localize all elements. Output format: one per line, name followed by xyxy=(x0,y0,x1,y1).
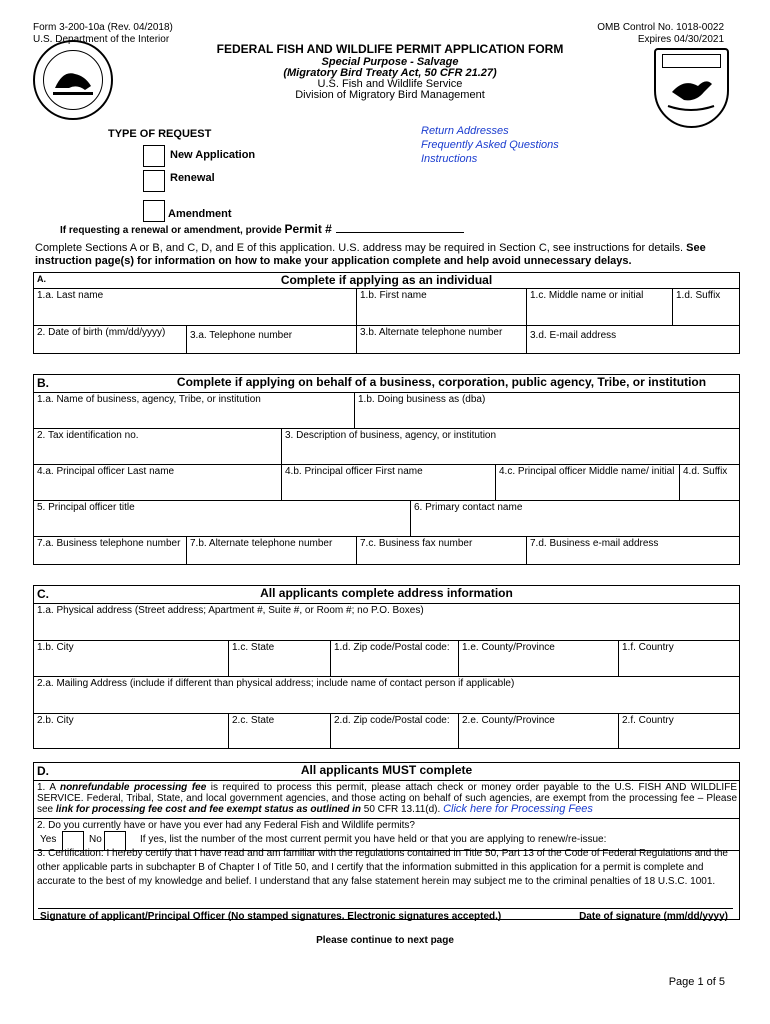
doi-seal-icon xyxy=(33,40,113,120)
middle-name-field xyxy=(526,288,672,325)
link-instructions[interactable]: Instructions xyxy=(421,153,478,165)
prior-permit-number-input[interactable] xyxy=(594,832,734,846)
primary-contact-input[interactable] xyxy=(414,513,737,525)
physical-address-input[interactable] xyxy=(37,616,737,628)
form-title: FEDERAL FISH AND WILDLIFE PERMIT APPLICATION FORM xyxy=(216,42,564,56)
new-application-checkbox[interactable] xyxy=(143,145,165,167)
county2-field xyxy=(458,713,618,749)
county-label: 1.e. County/Province xyxy=(462,642,555,653)
po-suffix-input[interactable] xyxy=(683,477,737,489)
help-links xyxy=(421,124,559,166)
dob-field xyxy=(34,325,186,354)
q2-label: 2. Do you currently have or have you ever had any Federal Fish and Wildlife permits? xyxy=(37,820,415,831)
renewal-label: Renewal xyxy=(170,172,215,184)
middle-name-label: 1.c. Middle name or initial xyxy=(530,290,644,301)
alt-phone-field xyxy=(356,325,526,354)
state-label: 1.c. State xyxy=(232,642,275,653)
suffix-label: 1.d. Suffix xyxy=(676,290,721,301)
po-title-field xyxy=(34,500,410,536)
section-b-heading: Complete if applying on behalf of a business, corporation, public agency, Tribe, or institution xyxy=(176,375,707,389)
po-middle-label: 4.c. Principal officer Middle name/ initial xyxy=(499,466,675,477)
permit-prompt-text: If requesting a renewal or amendment, provide xyxy=(60,225,282,236)
subtitle-act: (Migratory Bird Treaty Act, 50 CFR 21.27) xyxy=(283,67,497,79)
prior-permits-question xyxy=(34,818,740,850)
state-field xyxy=(228,640,330,676)
fws-shield-icon xyxy=(654,48,729,128)
tax-id-label: 2. Tax identification no. xyxy=(37,430,139,441)
link-return-addresses[interactable]: Return Addresses xyxy=(421,125,509,137)
country2-label: 2.f. Country xyxy=(622,715,674,726)
city-input[interactable] xyxy=(37,653,225,665)
fee-text: is required to process this permit, please attach check or money order payable to the U.S. FISH AND WILDLIFE SERVICE. Federal, Tribal, State, and local government agencies, and those acting on behalf of such agencies, are exempt from the processing fee – Please see xyxy=(37,782,737,815)
omb-control: OMB Control No. 1018-0022 xyxy=(597,22,724,33)
biz-email-field xyxy=(526,536,740,565)
state2-input[interactable] xyxy=(232,726,327,738)
zip-label: 1.d. Zip code/Postal code: xyxy=(334,642,450,653)
permit-number-input[interactable] xyxy=(336,222,464,233)
section-b-letter: B. xyxy=(37,376,49,390)
permit-label: Permit # xyxy=(284,222,332,236)
middle-name-input[interactable] xyxy=(530,301,669,313)
last-name-input[interactable] xyxy=(37,301,353,313)
po-middle-input[interactable] xyxy=(499,477,676,489)
dba-field xyxy=(354,392,740,428)
phone-label: 3.a. Telephone number xyxy=(190,330,293,341)
last-name-label: 1.a. Last name xyxy=(37,290,104,301)
first-name-label: 1.b. First name xyxy=(360,290,427,301)
link-faq[interactable]: Frequently Asked Questions xyxy=(421,139,559,151)
section-d-heading: All applicants MUST complete xyxy=(300,763,473,777)
amendment-label: Amendment xyxy=(168,208,232,220)
county2-label: 2.e. County/Province xyxy=(462,715,555,726)
section-a-letter: A. xyxy=(37,274,46,284)
biz-phone-label: 7.a. Business telephone number xyxy=(37,538,181,549)
po-last-input[interactable] xyxy=(37,477,278,489)
dba-label: 1.b. Doing business as (dba) xyxy=(358,394,486,405)
primary-contact-field xyxy=(410,500,740,536)
first-name-field xyxy=(356,288,526,325)
section-b xyxy=(33,374,740,565)
instructions-paragraph xyxy=(35,242,730,268)
po-last-field xyxy=(34,464,281,500)
fax-input[interactable] xyxy=(360,549,523,561)
subtitle-agency: U.S. Fish and Wildlife Service xyxy=(317,78,463,90)
continue-note: Please continue to next page xyxy=(316,935,454,946)
dob-label: 2. Date of birth (mm/dd/yyyy) xyxy=(37,327,166,338)
fax-label: 7.c. Business fax number xyxy=(360,538,473,549)
business-name-label: 1.a. Name of business, agency, Tribe, or institution xyxy=(37,394,261,405)
fee-pre: 1. A xyxy=(37,782,60,793)
section-a xyxy=(33,272,740,354)
description-field xyxy=(281,428,740,464)
last-name-field xyxy=(34,288,356,325)
fee-cfr: 50 CFR 13.11(d). xyxy=(360,804,441,815)
first-name-input[interactable] xyxy=(360,301,523,313)
section-c xyxy=(33,585,740,749)
certification-text: 3. Certification: I hereby certify that I have read and am familiar with the regulations contained in Title 50, Part 13 of the Code of Federal Regulations and the other applicable parts in subchapter B of Chapter I of Title 50, and I certify that the information submitted in this application for a permit is complete and accurate to the best of my knowledge and belief. I understand that any false statement herein may subject me to the criminal penalties of 18 U.S.C. 1001. xyxy=(37,848,728,887)
signature-line xyxy=(38,908,733,909)
phone-input[interactable] xyxy=(190,341,353,353)
country-input[interactable] xyxy=(622,653,737,665)
suffix-input[interactable] xyxy=(676,301,737,313)
email-label: 3.d. E-mail address xyxy=(530,330,617,341)
state-input[interactable] xyxy=(232,653,327,665)
biz-alt-phone-input[interactable] xyxy=(190,549,353,561)
section-c-letter: C. xyxy=(37,587,49,601)
new-application-label: New Application xyxy=(170,149,256,161)
zip2-label: 2.d. Zip code/Postal code: xyxy=(334,715,450,726)
section-c-heading: All applicants complete address information xyxy=(260,586,513,600)
dba-input[interactable] xyxy=(358,405,737,417)
country2-field xyxy=(618,713,740,749)
fee-bold: nonrefundable processing fee xyxy=(59,782,207,793)
q2-followup: If yes, list the number of the most current permit you have held or that you are applying to renew/re-issue: xyxy=(140,834,607,845)
processing-fees-link[interactable]: Click here for Processing Fees xyxy=(443,803,593,815)
po-title-input[interactable] xyxy=(37,513,407,525)
page-number: Page 1 of 5 xyxy=(668,976,725,988)
mailing-address-label: 2.a. Mailing Address (include if different than physical address; include name of contact person if applicable) xyxy=(37,678,515,689)
business-name-field xyxy=(34,392,354,428)
city2-label: 2.b. City xyxy=(37,715,74,726)
description-input[interactable] xyxy=(285,441,737,453)
city2-input[interactable] xyxy=(37,726,225,738)
permit-number-prompt xyxy=(60,222,332,236)
state2-field xyxy=(228,713,330,749)
department: U.S. Department of the Interior xyxy=(33,34,170,45)
biz-email-input[interactable] xyxy=(530,549,737,561)
phone-field xyxy=(186,325,356,354)
zip2-field xyxy=(330,713,458,749)
business-name-input[interactable] xyxy=(37,405,351,417)
biz-alt-phone-field xyxy=(186,536,356,565)
fee-paragraph xyxy=(34,780,740,818)
physical-address-field xyxy=(34,603,740,640)
po-suffix-label: 4.d. Suffix xyxy=(683,466,728,477)
no-label: No xyxy=(89,834,102,845)
city2-field xyxy=(34,713,228,749)
country2-input[interactable] xyxy=(622,726,737,738)
expiration: Expires 04/30/2021 xyxy=(637,34,724,45)
description-label: 3. Description of business, agency, or institution xyxy=(285,430,497,441)
mailing-address-field xyxy=(34,676,740,713)
subtitle-division: Division of Migratory Bird Management xyxy=(295,89,485,101)
po-suffix-field xyxy=(679,464,740,500)
suffix-field xyxy=(672,288,740,325)
county2-input[interactable] xyxy=(462,726,615,738)
biz-alt-phone-label: 7.b. Alternate telephone number xyxy=(190,538,333,549)
county-input[interactable] xyxy=(462,653,615,665)
section-a-heading: Complete if applying as an individual xyxy=(280,273,493,287)
po-first-label: 4.b. Principal officer First name xyxy=(285,466,423,477)
zip-input[interactable] xyxy=(334,653,455,665)
biz-phone-input[interactable] xyxy=(37,549,183,561)
country-field xyxy=(618,640,740,676)
mailing-address-input[interactable] xyxy=(37,689,737,701)
renewal-checkbox[interactable] xyxy=(143,170,165,192)
po-last-label: 4.a. Principal officer Last name xyxy=(37,466,175,477)
tax-id-field xyxy=(34,428,281,464)
intro-bold-text: See instruction page(s) for information on how to make your application complete and help avoid unnecessary delays. xyxy=(35,242,706,267)
county-field xyxy=(458,640,618,676)
amendment-checkbox[interactable] xyxy=(143,200,165,222)
email-field xyxy=(526,325,740,354)
alt-phone-input[interactable] xyxy=(360,338,523,350)
city-label: 1.b. City xyxy=(37,642,74,653)
po-first-input[interactable] xyxy=(285,477,492,489)
dob-input[interactable] xyxy=(37,338,183,350)
biz-phone-field xyxy=(34,536,186,565)
country-label: 1.f. Country xyxy=(622,642,674,653)
fee-bold2: link for processing fee cost and fee exempt status as outlined in xyxy=(55,804,361,815)
signature-date-label: Date of signature (mm/dd/yyyy) xyxy=(579,911,728,922)
email-input[interactable] xyxy=(530,341,737,353)
po-title-label: 5. Principal officer title xyxy=(37,502,135,513)
po-first-field xyxy=(281,464,495,500)
primary-contact-label: 6. Primary contact name xyxy=(414,502,523,513)
section-d-letter: D. xyxy=(37,764,49,778)
alt-phone-label: 3.b. Alternate telephone number xyxy=(360,327,503,338)
state2-label: 2.c. State xyxy=(232,715,275,726)
yes-label: Yes xyxy=(40,834,57,845)
tax-id-input[interactable] xyxy=(37,441,278,453)
city-field xyxy=(34,640,228,676)
form-number: Form 3-200-10a (Rev. 04/2018) xyxy=(33,22,173,33)
form-subtitle xyxy=(150,57,630,101)
subtitle-purpose: Special Purpose - Salvage xyxy=(321,56,459,68)
po-middle-field xyxy=(495,464,679,500)
zip2-input[interactable] xyxy=(334,726,455,738)
zip-field xyxy=(330,640,458,676)
type-of-request-label: TYPE OF REQUEST xyxy=(108,128,212,140)
physical-address-label: 1.a. Physical address (Street address; Apartment #, Suite #, or Room #; no P.O. Boxes) xyxy=(37,605,424,616)
biz-email-label: 7.d. Business e-mail address xyxy=(530,538,659,549)
intro-text: Complete Sections A or B, and C, D, and E of this application. U.S. address may be required in Section C, see instructions for details. xyxy=(35,242,684,254)
fax-field xyxy=(356,536,526,565)
signature-label: Signature of applicant/Principal Officer (No stamped signatures. Electronic signatures accepted.) xyxy=(40,911,502,922)
